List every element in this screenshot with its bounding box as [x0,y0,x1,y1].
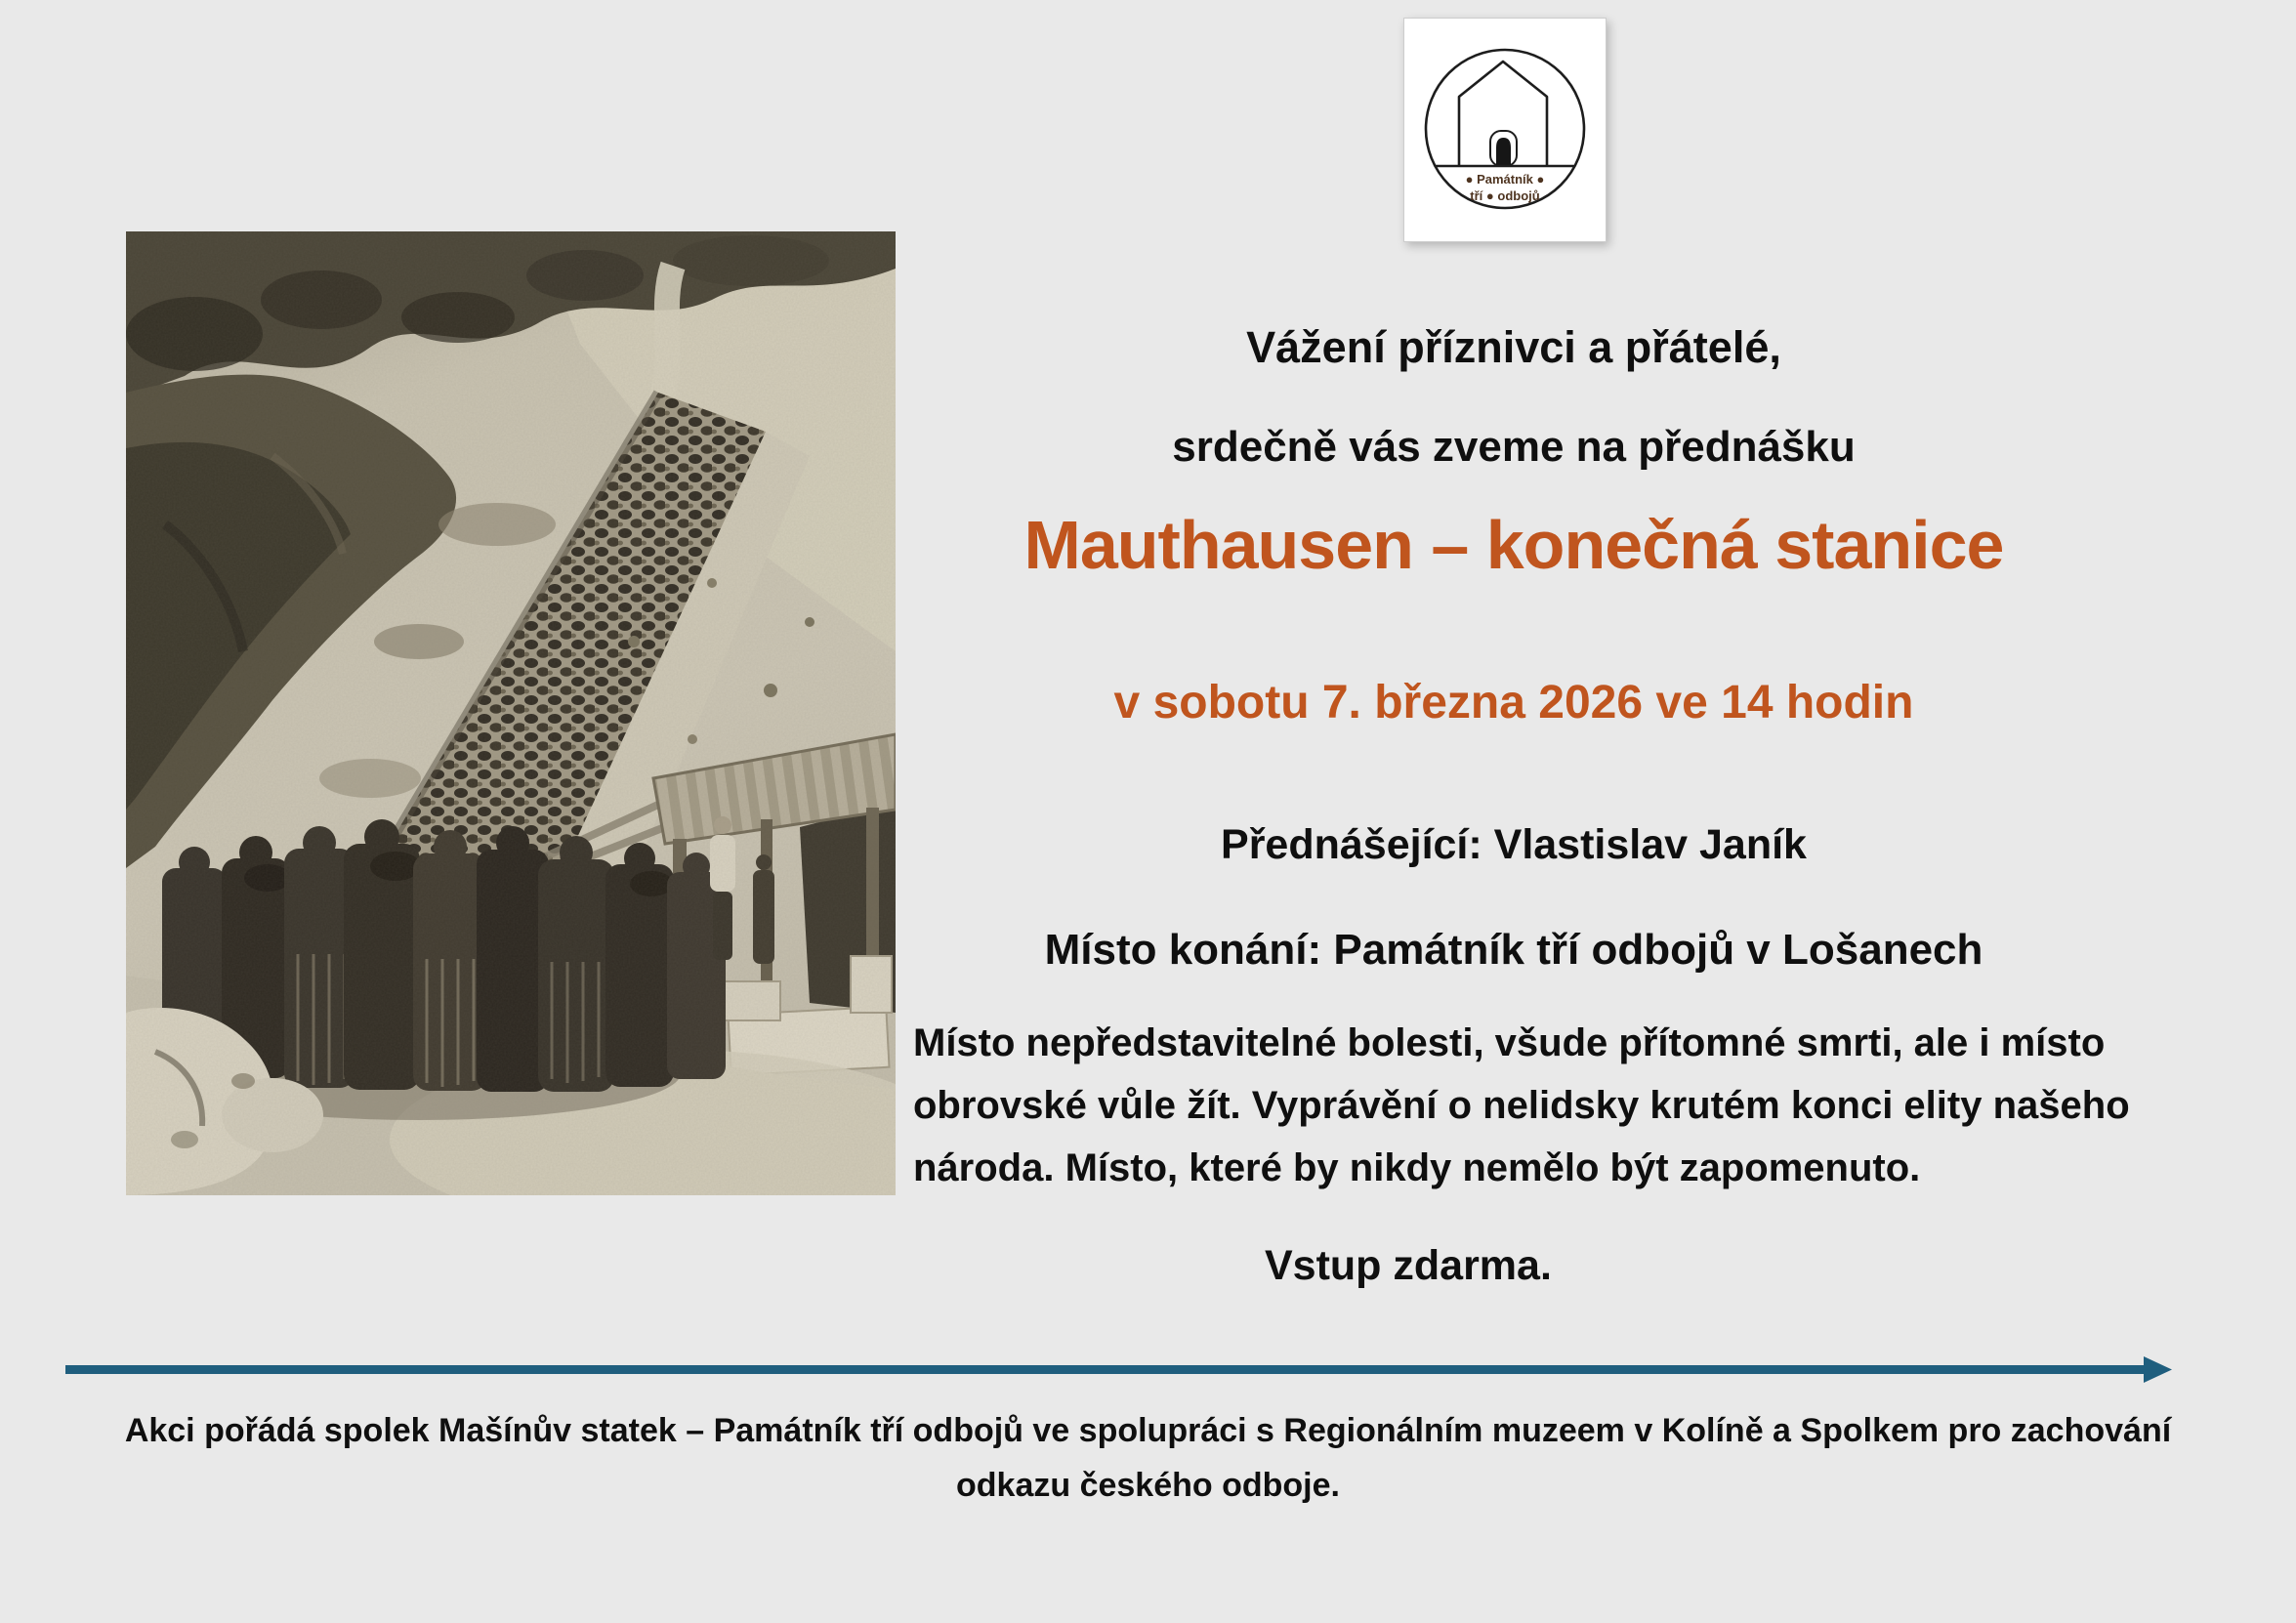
description-line-1: Místo nepředstavitelné bolesti, všude přítomné smrti, ale i místo [913,1021,2106,1064]
description-line-3: národa. Místo, které by nikdy nemělo být zapomenuto. [913,1146,1921,1189]
description-line-2: obrovské vůle žít. Vyprávění o nelidsky krutém konci elity našeho [913,1084,2130,1127]
organizer-line-1: Akci pořádá spolek Mašínův statek – Památník tří odbojů ve spolupráci s Regionálním muzeem v Kolíně a Spolkem pro zachování [124,1412,2172,1449]
organizer-note [0,1403,2296,1513]
logo-text-line1: ● Památník ● [1465,172,1545,187]
event-datetime: v sobotu 7. března 2026 ve 14 hodin [1113,677,1914,728]
admission-line: Vstup zdarma. [1265,1242,1552,1289]
event-description [913,1012,2144,1199]
memorial-logo [1403,18,1607,242]
invite-subtitle: srdečně vás zveme na přednášku [1172,423,1856,471]
divider-arrow-line [65,1352,2175,1389]
right-arrow-icon [65,1352,2175,1389]
mauthausen-stairs-photo [126,231,896,1195]
lecture-title: Mauthausen – konečná stanice [1023,507,2004,583]
greeting-line: Vážení příznivci a přátelé, [1246,322,1781,372]
house-in-circle-icon [1404,19,1606,241]
speaker-line: Přednášející: Vlastislav Janík [1221,821,1807,868]
logo-text-line2: tří ● odbojů [1470,188,1540,203]
organizer-line-2: odkazu českého odboje. [956,1467,1340,1504]
venue-line: Místo konání: Památník tří odbojů v Lošanech [1044,926,1983,974]
